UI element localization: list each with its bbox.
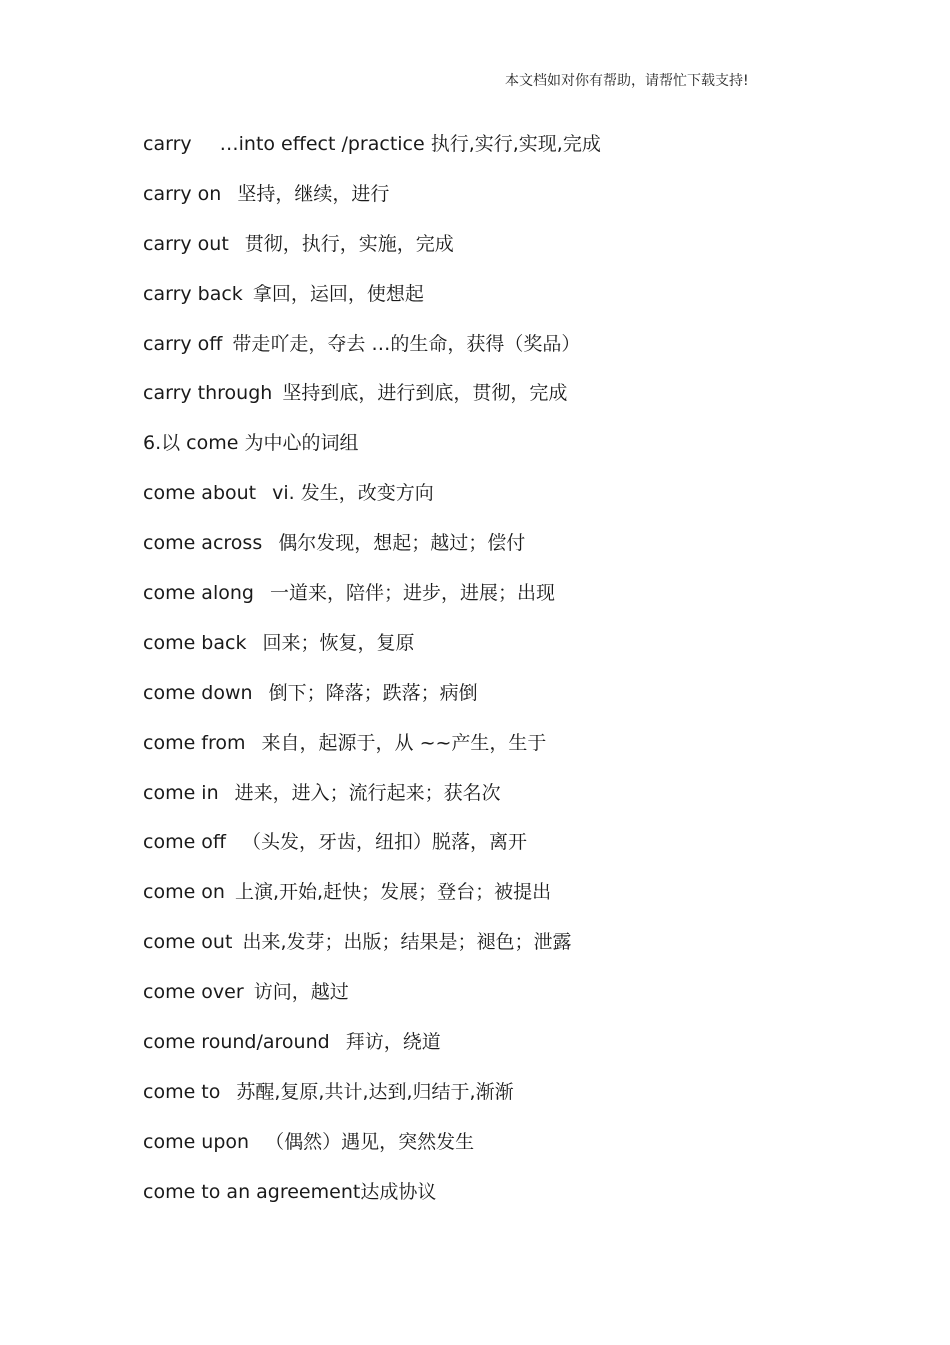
phrase-term: carry <box>143 133 192 155</box>
phrase-term: come round/around <box>143 1031 330 1054</box>
phrase-definition: 苏醒,复原,共计,达到,归结于,渐渐 <box>236 1080 514 1103</box>
phrase-definition: 坚持到底，进行到底，贯彻，完成 <box>282 382 568 405</box>
phrase-term: come across <box>143 532 263 555</box>
phrase-term: come down <box>143 681 253 704</box>
list-item <box>143 629 863 679</box>
phrase-term: come out <box>143 931 233 954</box>
list-item <box>143 878 863 928</box>
list-item <box>143 1178 863 1228</box>
phrase-definition: 带走吖走，夺去 …的生命，获得（奖品） <box>232 332 581 355</box>
phrase-term: come to an agreement <box>143 1180 361 1203</box>
phrase-term: carry off <box>143 332 223 355</box>
phrase-definition: 访问，越过 <box>253 981 349 1004</box>
phrase-definition: 偶尔发现，想起；越过；偿付 <box>278 532 526 555</box>
phrase-term: come upon <box>143 1130 250 1153</box>
phrase-definition: （头发，牙齿，纽扣）脱落，离开 <box>242 831 528 854</box>
phrase-definition: 倒下；降落；跌落；病倒 <box>268 681 478 704</box>
list-item <box>143 729 863 779</box>
list-item <box>143 1028 863 1078</box>
section-title: 6.以 come 为中心的词组 <box>143 432 359 455</box>
phrase-definition: …into effect /practice 执行,实行,实现,完成 <box>219 133 601 155</box>
phrase-term: come off <box>143 831 227 854</box>
list-item <box>143 180 863 230</box>
phrase-definition: （偶然）遇见，突然发生 <box>265 1130 475 1153</box>
list-item <box>143 529 863 579</box>
list-item <box>143 828 863 878</box>
phrase-definition: 坚持，继续，进行 <box>237 182 390 205</box>
list-item <box>143 579 863 629</box>
phrase-term: carry back <box>143 282 243 305</box>
phrase-term: come to <box>143 1080 221 1103</box>
document-body <box>143 130 863 1228</box>
section-heading <box>143 429 863 479</box>
phrase-term: come on <box>143 881 225 904</box>
header-note: 本文档如对你有帮助，请帮忙下载支持! <box>505 73 749 89</box>
phrase-term: come along <box>143 582 254 605</box>
list-item <box>143 779 863 829</box>
phrase-definition: 回来；恢复，复原 <box>262 631 415 654</box>
phrase-term: come in <box>143 781 219 804</box>
phrase-definition: 来自，起源于，从 ~~产生，生于 <box>261 731 547 754</box>
phrase-definition: 一道来，陪伴；进步，进展；出现 <box>269 582 555 605</box>
phrase-definition: 贯彻，执行，实施，完成 <box>244 232 454 255</box>
phrase-term: come over <box>143 981 244 1004</box>
phrase-term: carry out <box>143 232 229 255</box>
list-item <box>143 1128 863 1178</box>
list-item <box>143 130 863 180</box>
phrase-definition: 拿回，运回，使想起 <box>252 282 424 305</box>
phrase-term: come back <box>143 631 247 654</box>
phrase-definition: vi. 发生，改变方向 <box>272 482 434 505</box>
phrase-term: come about <box>143 482 257 505</box>
phrase-term: carry on <box>143 182 222 205</box>
phrase-term: come from <box>143 731 246 754</box>
list-item <box>143 330 863 380</box>
phrase-term: carry through <box>143 382 273 405</box>
phrase-definition: 出来,发芽；出版；结果是；褪色；泄露 <box>242 931 572 954</box>
list-item <box>143 280 863 330</box>
list-item <box>143 230 863 280</box>
list-item <box>143 379 863 429</box>
list-item <box>143 479 863 529</box>
list-item <box>143 978 863 1028</box>
phrase-definition: 进来，进入；流行起来；获名次 <box>234 781 501 804</box>
phrase-definition: 达成协议 <box>360 1180 437 1203</box>
list-item <box>143 679 863 729</box>
phrase-definition: 拜访，绕道 <box>345 1031 441 1054</box>
list-item <box>143 928 863 978</box>
phrase-definition: 上演,开始,赶快；发展；登台；被提出 <box>234 881 552 904</box>
list-item <box>143 1078 863 1128</box>
